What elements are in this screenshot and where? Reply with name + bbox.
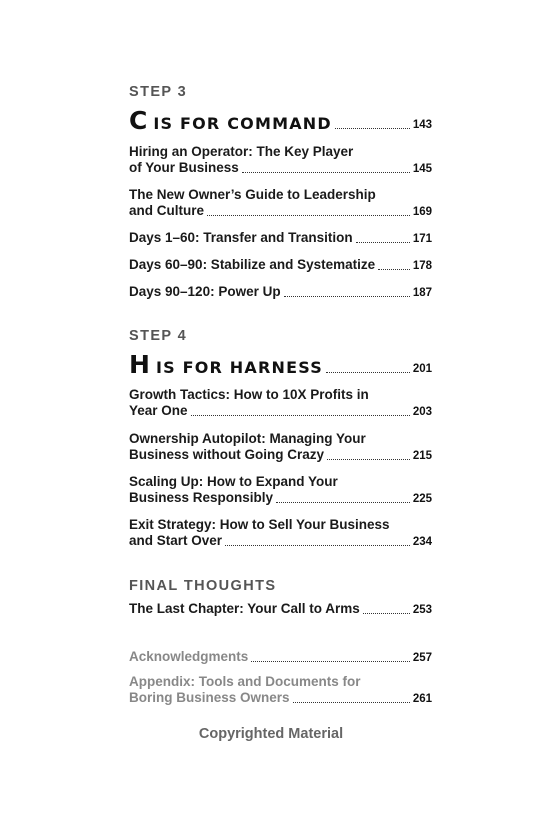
toc-entry-last-chapter[interactable]	[129, 601, 432, 617]
toc-entry-growth-tactics[interactable]	[129, 387, 432, 419]
toc-entry-scaling-up[interactable]	[129, 474, 432, 506]
part-title: IS FOR HARNESS	[155, 358, 323, 377]
dot-leader	[207, 215, 410, 216]
toc-entry-hiring-operator[interactable]	[129, 144, 432, 176]
dot-leader	[326, 372, 410, 373]
dot-leader	[225, 545, 410, 546]
page-number: 171	[412, 233, 432, 245]
page-number: 203	[412, 406, 432, 418]
entry-title-line1: Appendix: Tools and Documents for	[129, 674, 361, 689]
entry-title-line2: Business Responsibly	[129, 490, 274, 505]
toc-entry-leadership-culture[interactable]	[129, 187, 432, 219]
page-number: 143	[412, 119, 432, 131]
dot-leader	[284, 296, 410, 297]
entry-title-line1: Exit Strategy: How to Sell Your Business	[129, 517, 390, 532]
entry-title: Days 1–60: Transfer and Transition	[129, 230, 353, 245]
entry-title-line1: Growth Tactics: How to 10X Profits in	[129, 387, 369, 402]
dot-leader	[327, 459, 410, 460]
entry-title-line1: Scaling Up: How to Expand Your	[129, 474, 338, 489]
page-number: 178	[412, 260, 432, 272]
dot-leader	[242, 172, 410, 173]
toc-entry-acknowledgments[interactable]	[129, 649, 432, 665]
toc-entry-ownership-autopilot[interactable]	[129, 431, 432, 463]
entry-title-line1: The New Owner’s Guide to Leadership	[129, 187, 376, 202]
entry-title-line2: Business without Going Crazy	[129, 447, 325, 462]
entry-title-line2: of Your Business	[129, 160, 239, 175]
page-number: 234	[412, 536, 432, 548]
toc-entry-exit-strategy[interactable]	[129, 517, 432, 549]
part-title: IS FOR COMMAND	[153, 114, 332, 133]
entry-title: Days 90–120: Power Up	[129, 284, 281, 299]
entry-title: Days 60–90: Stabilize and Systematize	[129, 257, 376, 272]
page-number: 253	[412, 604, 432, 616]
step-3-label: STEP 3	[129, 84, 188, 100]
entry-title: Acknowledgments	[129, 649, 249, 664]
step-4-label: STEP 4	[129, 328, 188, 344]
part-big-letter: H	[129, 350, 150, 379]
entry-title: The Last Chapter: Your Call to Arms	[129, 601, 360, 616]
entry-title-line2: Boring Business Owners	[129, 690, 290, 705]
toc-entry-days-1-60[interactable]	[129, 230, 432, 246]
copyright-notice: Copyrighted Material	[198, 726, 344, 742]
entry-title-line1: Ownership Autopilot: Managing Your	[129, 431, 366, 446]
toc-entry-days-60-90[interactable]	[129, 257, 432, 273]
entry-title-line2: Year One	[129, 403, 188, 418]
dot-leader	[378, 269, 410, 270]
page-number: 225	[412, 493, 432, 505]
dot-leader	[293, 702, 410, 703]
entry-title-line2: and Start Over	[129, 533, 223, 548]
page-number: 261	[412, 693, 432, 705]
dot-leader	[356, 242, 410, 243]
part-h-heading	[129, 346, 432, 379]
dot-leader	[363, 613, 410, 614]
dot-leader	[191, 415, 410, 416]
entry-title-line2: and Culture	[129, 203, 205, 218]
page-number: 145	[412, 163, 432, 175]
toc-entry-days-90-120[interactable]	[129, 284, 432, 300]
dot-leader	[276, 502, 410, 503]
page-number: 169	[412, 206, 432, 218]
part-big-letter: C	[129, 106, 148, 135]
page-number: 201	[412, 363, 432, 375]
toc-entry-appendix[interactable]	[129, 674, 432, 706]
entry-title-line1: Hiring an Operator: The Key Player	[129, 144, 354, 159]
page-number: 187	[412, 287, 432, 299]
final-thoughts-label: FINAL THOUGHTS	[129, 578, 277, 594]
dot-leader	[251, 661, 410, 662]
page-number: 257	[412, 652, 432, 664]
dot-leader	[335, 128, 410, 129]
page-number: 215	[412, 450, 432, 462]
part-c-heading	[129, 102, 432, 135]
